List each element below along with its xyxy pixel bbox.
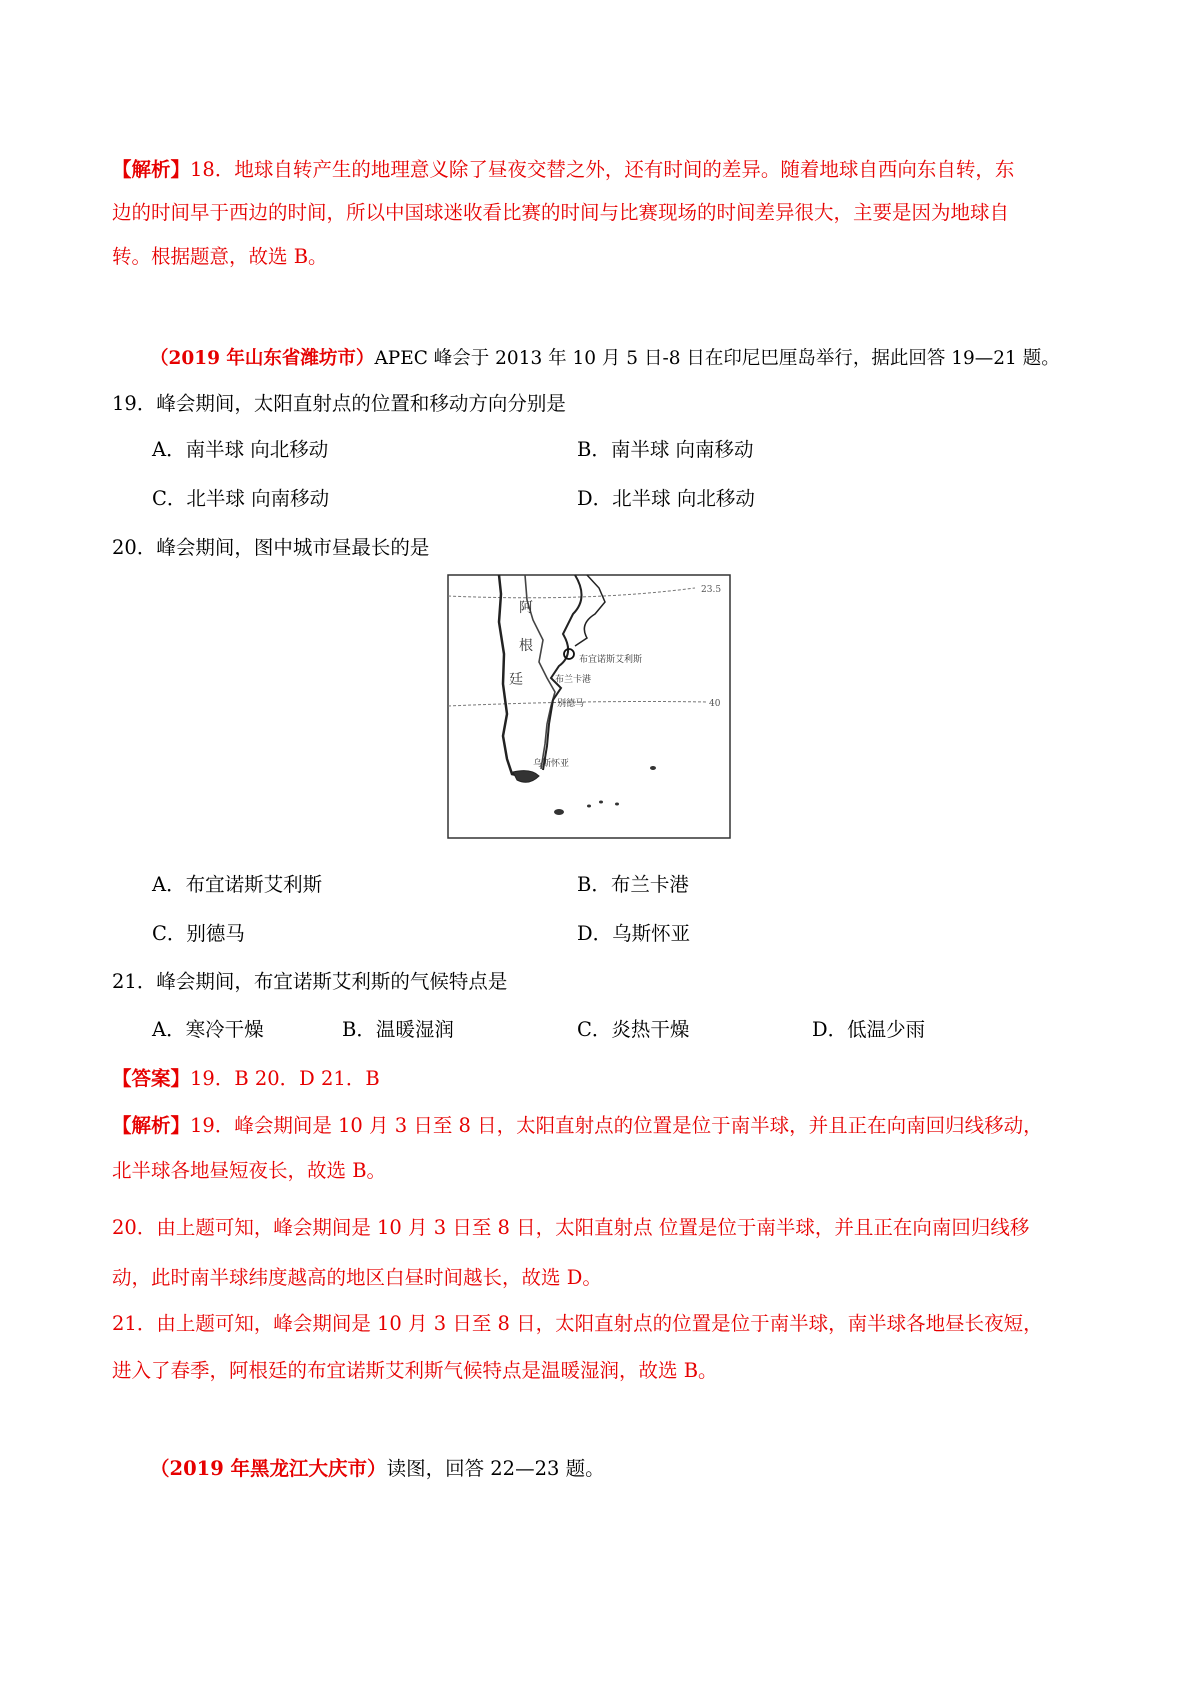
q21-stem: 21．峰会期间，布宜诺斯艾利斯的气候特点是	[112, 970, 508, 993]
country-char-3: 廷	[509, 672, 523, 688]
q19-option-a: A．南半球 向北移动	[152, 438, 329, 461]
q21-option-a: A．寒冷干燥	[152, 1018, 264, 1041]
island-1	[650, 766, 656, 770]
q21-option-c: C．炎热干燥	[577, 1018, 690, 1041]
q20-option-c: C．别德马	[152, 922, 245, 945]
answer-label: 【答案】	[112, 1067, 191, 1090]
q19-option-d: D．北半球 向北移动	[577, 487, 755, 510]
q20-stem: 20．峰会期间，图中城市昼最长的是	[112, 536, 430, 559]
q18-analysis-line-2: 边的时间早于西边的时间，所以中国球迷收看比赛的时间与比赛现场的时间差异很大，主要是因为地球自	[112, 201, 1010, 224]
answer-text: 19．B 20．D 21．B	[190, 1067, 380, 1090]
map-label-ushuaia: 乌斯怀亚	[533, 759, 570, 769]
q20-option-a: A．布宜诺斯艾利斯	[152, 873, 323, 896]
analysis-19-text: 19．峰会期间是 10 月 3 日至 8 日，太阳直射点的位置是位于南半球，并且正在向南回归线移动，	[190, 1114, 1043, 1137]
q21-option-d: D．低温少雨	[812, 1018, 926, 1041]
country-char-1: 阿	[519, 600, 533, 616]
analysis-19-line-2: 北半球各地昼短夜长，故选 B。	[112, 1159, 387, 1182]
q18-analysis-line-3: 转。根据题意，故选 B。	[112, 245, 328, 268]
q20-option-b: B．布兰卡港	[577, 873, 689, 896]
analysis-text: 18．地球自转产生的地理意义除了昼夜交替之外，还有时间的差异。随着地球自西向东自转，东	[190, 158, 1015, 181]
island-3	[587, 805, 591, 808]
island-2	[554, 809, 564, 815]
island-4	[599, 801, 603, 804]
source-label-2: （2019 年黑龙江大庆市）	[150, 1457, 387, 1480]
map-frame	[448, 575, 730, 838]
q19-option-b: B．南半球 向南移动	[577, 438, 754, 461]
q19-option-c: C．北半球 向南移动	[152, 487, 330, 510]
q19-stem: 19．峰会期间，太阳直射点的位置和移动方向分别是	[112, 392, 566, 415]
country-char-2: 根	[519, 638, 533, 654]
analysis-label-2: 【解析】	[112, 1114, 191, 1137]
analysis-20-line-1: 20．由上题可知，峰会期间是 10 月 3 日至 8 日，太阳直射点 位置是位于南半球，并且正在向南回归线移	[112, 1216, 1030, 1239]
answer-line	[112, 1065, 380, 1093]
analysis-21-line-2: 进入了春季，阿根廷的布宜诺斯艾利斯气候特点是温暖湿润，故选 B。	[112, 1359, 718, 1382]
source-label: （2019 年山东省潍坊市）	[150, 348, 375, 369]
analysis-20-line-2: 动，此时南半球纬度越高的地区白昼时间越长，故选 D。	[112, 1266, 602, 1289]
map-label-buenos-aires: 布宜诺斯艾利斯	[579, 655, 643, 665]
group1-intro	[150, 345, 1060, 373]
analysis-21-line-1: 21．由上题可知，峰会期间是 10 月 3 日至 8 日，太阳直射点的位置是位于南半球，南半球各地昼长夜短，	[112, 1312, 1043, 1335]
q20-option-d: D．乌斯怀亚	[577, 922, 691, 945]
lat-label-40: 40	[709, 699, 721, 709]
intro-text-2: 读图，回答 22—23 题。	[386, 1457, 605, 1480]
analysis-19-line-1	[112, 1112, 1043, 1140]
island-5	[615, 803, 619, 806]
group2-intro	[150, 1455, 605, 1483]
intro-text: APEC 峰会于 2013 年 10 月 5 日-8 日在印尼巴厘岛举行，据此回答 19—21 题。	[374, 348, 1060, 369]
south-america-map	[447, 574, 731, 839]
lat-label-23: 23.5	[701, 585, 722, 595]
map-label-viedma: 别德马	[557, 699, 585, 709]
analysis-label: 【解析】	[112, 158, 191, 181]
map-label-bahia-blanca: 布兰卡港	[555, 675, 592, 685]
q18-analysis-line-1	[112, 156, 1014, 184]
q21-option-b: B．温暖湿润	[342, 1018, 454, 1041]
